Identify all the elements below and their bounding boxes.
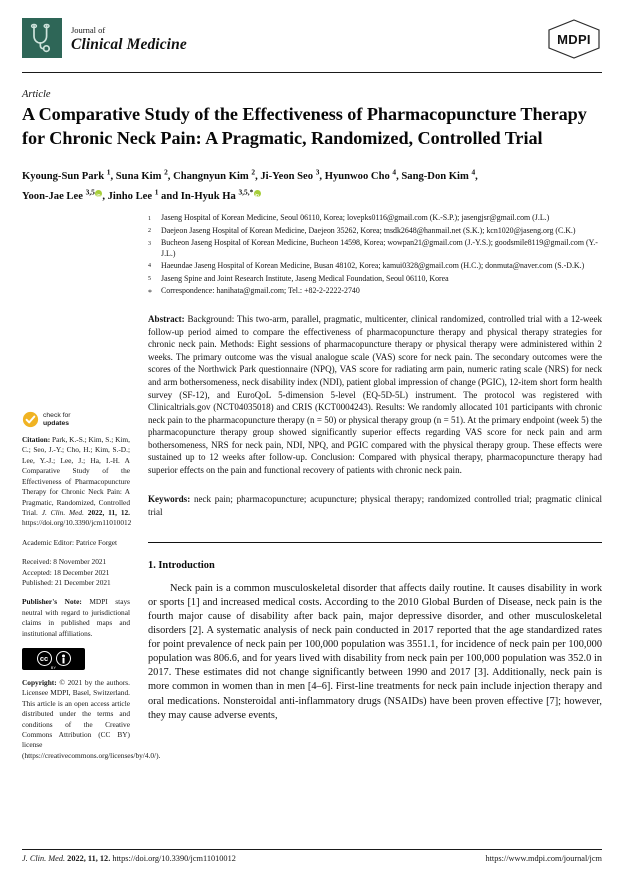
affiliation-text: Haeundae Jaseng Hospital of Korean Medicine, Busan 48102, Korea; kamui0328@gmail.com (H.C.); donmuta@naver.com (S.-D.K.) [161, 260, 585, 270]
affiliation-text: Bucheon Jaseng Hospital of Korean Medicine, Bucheon 14598, Korea; wowpan21@gmail.com (J.-Y.S.); goodsmile8119@gmail.com (Y.-J.L.) [161, 238, 598, 258]
author-list [22, 164, 602, 204]
introduction-paragraph: Neck pain is a common musculoskeletal disorder that affects daily routine. It causes disability in work or sports [1] and increased medical costs. According to the 2010 Global Burden of Disease, neck pain is the fourth major cause of disability after back pain, major depressive disorder, and other musculoskeletal disorders [2]. A systematic analysis of neck pain conducted in 2017 reported that the age standardized rates for point prevalence of neck pain per 100,000 population was 3551.1, for incidence of neck pain per 100,000 population was 806.6, and for years lived with disability from neck pain per 100,000 population was 352.0 in 2017. These estimates did not change significantly between 1990 and 2017 [3]. Additionally, neck pain is more common in women than in men [4–6]. First-line treatments for neck pain include injection therapy and oral medications. Nonsteroidal anti-inflammatory drugs (NSAIDs) have been proven effective [7]; however, they may cause adverse events, [148, 582, 602, 721]
footer-journal-abbrev: J. Clin. Med. [22, 854, 66, 863]
masthead-divider [22, 72, 602, 73]
section-divider [148, 542, 602, 543]
section-heading-introduction: 1. Introduction [148, 560, 215, 572]
cc-license-badge[interactable] [22, 648, 85, 670]
published-date: Published: 21 December 2021 [22, 577, 111, 587]
affiliation-item [148, 238, 602, 259]
affiliation-marker: 3 [148, 240, 151, 247]
affiliation-marker: 4 [148, 263, 151, 270]
footer-citation [22, 854, 236, 863]
footer-doi-link[interactable]: https://doi.org/10.3390/jcm11010012 [112, 854, 236, 863]
abstract [148, 313, 602, 476]
check-for-updates-text [43, 412, 71, 428]
orcid-icon[interactable] [95, 190, 102, 197]
copyright-block [22, 677, 161, 761]
footer-divider [22, 849, 602, 850]
masthead [22, 18, 602, 66]
journal-title-block [71, 18, 187, 58]
keywords-text: neck pain; pharmacopuncture; acupuncture; physical therapy; randomized controlled trial; pragmatic clinical trial [148, 494, 602, 517]
citation-doi-link[interactable]: https://doi.org/10.3390/jcm11010012 [22, 518, 132, 528]
correspondence-marker: * [148, 287, 152, 297]
main-content [140, 213, 602, 733]
citation-label: Citation: [22, 435, 51, 445]
check-circle-icon [22, 411, 39, 428]
check-for-updates-badge[interactable] [22, 411, 130, 428]
abstract-text: Background: This two-arm, parallel, pragmatic, multicenter, clinical randomized, controlled trial with a 12-week follow-up period aimed to compare the effectiveness of pharmacopuncture therapy and physical therapy strategies for chronic neck pain. Methods: Eight sessions of pharmacopuncture therapy or physical therapy were administered within 2 weeks. The primary outcome was the visual analogue scale (VAS) score for neck pain. The secondary outcomes were the scores of the Northwick Park questionnaire (NPQ), VAS score for radiating arm pain, numeric rating scale (NRS) for neck and arm bothersomeness, neck disability index (NDI), patient global impression of change (PGIC), 12-item short form health survey (SF-12), and EuroQoL 5-dimension 5-level (EQ-5D-5L) instrument. The protocol was registered with Clinicaltrials.gov (NCT04035018) and CRIS (KCT0004243). Results: We randomly allocated 101 participants with chronic neck pain to the pharmacopuncture therapy (n = 50) or physical therapy group (n = 51). At the primary endpoint (week 5) the pharmacopuncture therapy group showed significantly superior effects regarding VAS score for neck pain and arm bothersomeness, NRS for neck pain, NDI, NPQ, and PGIC compared with the physical therapy group. These effects were sustained up to 12 weeks after follow-up. Conclusion: Compared with physical therapy, pharmacopuncture therapy had superior effects on the pain and functional recovery of patients with chronic neck pain. [148, 314, 602, 475]
citation-journal: J. Clin. Med. [41, 507, 84, 517]
affiliation-text: Jaseng Hospital of Korean Medicine, Seoul 06110, Korea; lovepks0116@gmail.com (K.-S.P.); jasengjsr@gmail.com (J.L.) [161, 213, 550, 223]
sidebar-spacer [22, 215, 130, 411]
by-person-icon [56, 651, 71, 666]
academic-editor: Academic Editor: Patrice Forget [22, 537, 118, 547]
abstract-label: Abstract: [148, 314, 185, 325]
copyright-text: © 2021 by the authors. Licensee MDPI, Basel, Switzerland. This article is an open access article distributed under the terms and conditions of the Creative Commons Attribution (CC BY) license (https://creativecommons.org/licenses/by/4.0/). [22, 677, 161, 760]
affiliation-item [148, 226, 602, 237]
affiliation-item [148, 261, 602, 272]
publishers-note [22, 597, 130, 639]
affiliation-item [148, 286, 602, 298]
citation-volume: 2022, 11, 12. [83, 507, 130, 517]
page-title: A Comparative Study of the Effectiveness of Pharmacopuncture Therapy for Chronic Neck Pain: A Pragmatic, Randomized, Controlled Trial [22, 104, 587, 148]
publishers-note-text: MDPI stays neutral with regard to jurisdictional claims in published maps and institutional affiliations. [22, 597, 130, 638]
journal-logo [22, 18, 62, 58]
journal-name: Clinical Medicine [71, 35, 187, 53]
affiliation-marker: 2 [148, 228, 151, 235]
affiliation-text: Daejeon Jaseng Hospital of Korean Medicine, Daejeon 35262, Korea; tnsdk2648@hanmail.net (S.K.); kcn1020@jaseng.org (C.K.) [161, 225, 576, 235]
orcid-icon[interactable] [254, 190, 261, 197]
journal-of-label: Journal of [71, 24, 106, 35]
footer-row [22, 854, 602, 863]
mdpi-logo [546, 18, 602, 60]
correspondence-text: Correspondence: hanihata@gmail.com; Tel.: +82-2-2222-2740 [161, 286, 360, 296]
affiliation-text: Jaseng Spine and Joint Research Institute, Jaseng Medical Foundation, Seoul 06110, Korea [161, 273, 449, 283]
keywords-box [148, 493, 602, 518]
author-line-2: Yoon-Jae Lee $^{3,5}$ iD , Jinho Lee $^1$ and In-Hyuk Ha $^{3,5,*}$iD [22, 191, 261, 202]
affiliation-item [148, 274, 602, 285]
affiliation-marker: 1 [148, 215, 151, 222]
citation-text: Park, K.-S.; Kim, S.; Kim, C.; Seo, J.-Y.; Cho, H.; Kim, S.-D.; Lee, Y.-J.; Lee, J.; Ha, I.-H. A Comparative Study of the Effectiveness of Pharmacopuncture Therapy for Chronic Neck Pain: A Pragmatic, Randomized, Controlled Trial. [22, 435, 130, 517]
accepted-date: Accepted: 18 December 2021 [22, 567, 110, 577]
keywords-label: Keywords: [148, 494, 191, 505]
citation-block [22, 435, 130, 529]
copyright-label: Copyright: [22, 677, 57, 687]
mdpi-wordmark: MDPI [557, 31, 591, 47]
check-updates-line2: updates [43, 419, 70, 427]
stethoscope-icon [29, 23, 55, 53]
sidebar-gap [22, 588, 130, 597]
footer-volume: 2022, 11, 12. [65, 854, 113, 863]
sidebar [22, 213, 161, 770]
page-footer [22, 849, 602, 863]
cc-icon: cc [37, 651, 52, 666]
check-updates-line1: check for [43, 411, 71, 419]
journal-brand [22, 18, 187, 58]
publishers-note-label: Publisher's Note: [22, 597, 82, 607]
affiliation-item [148, 213, 602, 224]
affiliation-marker: 5 [148, 276, 151, 283]
keywords [148, 493, 602, 518]
author-line-1: Kyoung-Sun Park $^1$, Suna Kim $^2$, Changnyun Kim $^2$, Ji-Yeon Seo $^3$, Hyunwoo Cho $^4$, Sang-Don Kim $^4$, [22, 167, 478, 182]
footer-website-link[interactable]: https://www.mdpi.com/journal/jcm [485, 854, 602, 863]
body-columns [22, 213, 602, 770]
received-date: Received: 8 November 2021 [22, 557, 107, 567]
article-type-label: Article [22, 89, 51, 100]
cc-by-label: BY [50, 665, 57, 670]
affiliation-list [148, 213, 602, 298]
